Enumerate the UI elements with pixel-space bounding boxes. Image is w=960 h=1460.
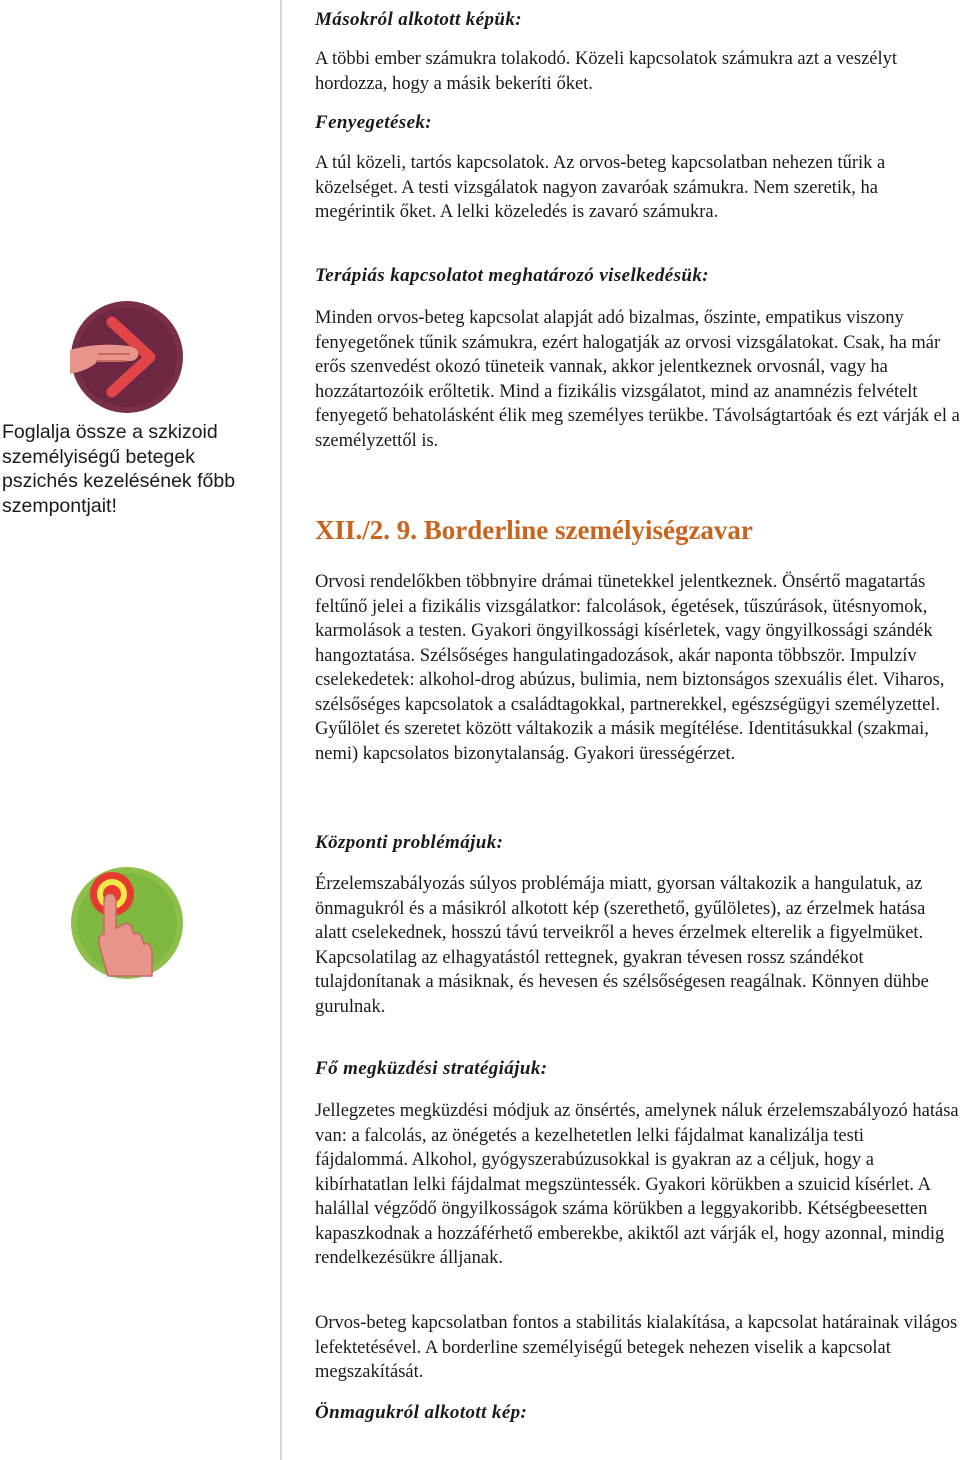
paragraph-stability: Orvos-beteg kapcsolatban fontos a stabilitás kialakítása, a kapcsolat határainak világos lefektetésével. A borderline személyiségű betegek nehezen viselik a kapcsolat megszakítását. bbox=[315, 1313, 958, 1382]
heading-therapeutic-behavior: Terápiás kapcsolatot meghatározó viselkedésük: bbox=[315, 265, 709, 286]
section-title: XII./2. 9. Borderline személyiségzavar bbox=[315, 515, 753, 545]
heading-threats: Fenyegetések: bbox=[315, 112, 433, 133]
task-prompt: Foglalja össze a szkizoid személyiségű betegek pszichés kezelésének főbb szempontjait! bbox=[2, 421, 236, 517]
heading-self-image: Önmagukról alkotott kép: bbox=[315, 1402, 528, 1423]
hand-stop-icon bbox=[68, 298, 186, 416]
sidebar bbox=[0, 0, 270, 1460]
touch-target-icon bbox=[68, 864, 186, 982]
paragraph-borderline-symptoms: Orvosi rendelőkben többnyire drámai tünetekkel jelentkeznek. Önsértő magatartás feltűnő jelei a fizikális vizsgálatkor: falcolások, égetések, tűszúrások, ütésnyomok, karmolások a testen. Gyakori öngyilkossági kísérletek, vagy öngyilkossági szándék hangoztatása. Szélsőséges hangulatingadozások, akár naponta többször. Impulzív cselekedetek: alkohol-drog abúzus, bulimia, nem biztonságos szexuális élet. Viharos, szélsőséges kapcsolatok a családtagokkal, partnerekkel, egészségügyi személyzettel. Gyűlölet és szeretet között váltakozik a másik megítélése. Identitásukkal (szakmai, nemi) kapcsolatos bizonytalanság. Gyakori ürességérzet. bbox=[315, 572, 945, 764]
paragraph-threats: A túl közeli, tartós kapcsolatok. Az orvos-beteg kapcsolatban nehezen tűrik a közelséget. A testi vizsgálatok nagyon zavaróak számukra. Nem szeretik, ha megérintik őket. A lelki közeledés is zavaró számukra. bbox=[315, 153, 886, 222]
paragraph-others-image: A többi ember számukra tolakodó. Közeli kapcsolatok számukra azt a veszélyt hordozza, hogy a másik bekeríti őket. bbox=[315, 49, 898, 94]
column-divider bbox=[280, 0, 282, 1460]
paragraph-central-problem: Érzelemszabályozás súlyos problémája miatt, gyorsan váltakozik a hangulatuk, az önmagukról és a másikról alkotott kép (szerethető, gyűlöletes), az érzelmek hatása alatt cselekednek, hosszú távú terveikről a heves érzelmek elterelik a figyelmüket. Kapcsolatilag az elhagyatástól rettegnek, gyakran tévesen rossz szándékot tulajdonítanak a másiknak, és hevesen és szélsőségesen reagálnak. Könnyen dühbe gurulnak. bbox=[315, 874, 929, 1017]
paragraph-coping-strategy: Jellegzetes megküzdési módjuk az önsértés, amelynek náluk érzelemszabályozó hatása van: a falcolás, az önégetés a kezelhetetlen lelki fájdalmat kanalizálja testi fájdalommá. Alkohol, gyógyszerabúzusokkal is gyakran az a céljuk, hogy a kibírhatatlan lelki fájdalmat megszüntessék. Gyakori körükben a szuicid kísérlet. A halállal végződő öngyilkosságok száma körükben a leggyakoribb. Kétségbeesetten kapaszkodnak a hozzáférhető emberekbe, akiktől azt várják el, hogy azonnal, mindig rendelkezésükre álljanak. bbox=[315, 1101, 959, 1268]
paragraph-therapeutic-behavior: Minden orvos-beteg kapcsolat alapját adó bizalmas, őszinte, empatikus viszony fenyegetőnek tűnik számukra, ezért halogatják az orvosi vizsgálatokat. Csak, ha már erős szenvedést okozó tüneteik vannak, akkor jelentkeznek orvosnál, vagy ha hozzátartozóik erőltetik. Mind a fizikális vizsgálatot, mind az anamnézis felvételt fenyegető behatolásként élik meg személyes terükbe. Távolságtartóak és ezt várják el a személyzettől is. bbox=[315, 308, 960, 451]
heading-central-problem: Központi problémájuk: bbox=[315, 832, 504, 853]
heading-coping-strategy: Fő megküzdési stratégiájuk: bbox=[315, 1058, 548, 1079]
heading-others-image: Másokról alkotott képük: bbox=[315, 9, 523, 30]
